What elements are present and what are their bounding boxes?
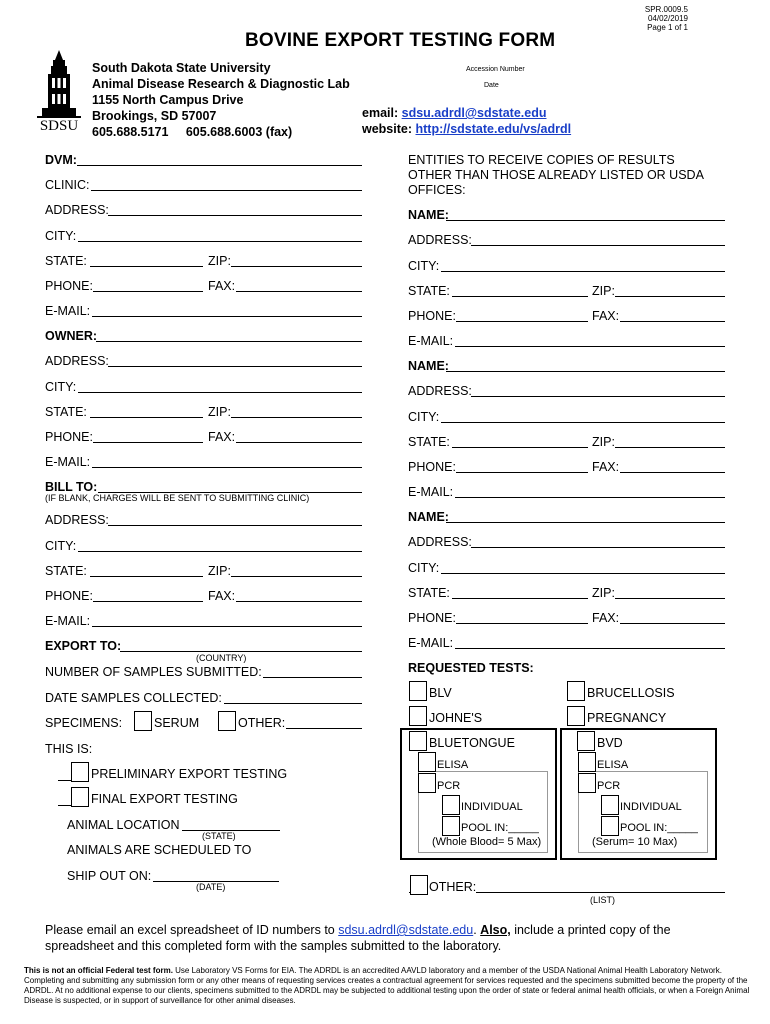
entity1-name-field[interactable] xyxy=(446,220,725,221)
bluetongue-pool-label: POOL IN:_____ xyxy=(461,822,539,834)
entities-heading xyxy=(408,153,704,198)
bluetongue-individual-label: INDIVIDUAL xyxy=(461,801,523,813)
entity3-name-field[interactable] xyxy=(446,522,725,523)
page-number: Page 1 of 1 xyxy=(647,23,688,32)
sdsu-logo xyxy=(34,48,84,136)
entity2-city-label: CITY: xyxy=(408,410,440,424)
entity2-address-field[interactable] xyxy=(471,396,725,397)
owner-email-field[interactable] xyxy=(92,467,362,468)
serum-label: SERUM xyxy=(154,716,200,730)
other-specimen-label: OTHER: xyxy=(238,716,286,730)
entity3-city-field[interactable] xyxy=(441,573,725,574)
num-samples-label: NUMBER OF SAMPLES SUBMITTED: xyxy=(45,665,262,679)
bluetongue-label: BLUETONGUE xyxy=(429,736,515,750)
list-caption: (LIST) xyxy=(590,895,616,905)
entity2-city-field[interactable] xyxy=(441,422,725,423)
bill-to-label: BILL TO: xyxy=(45,480,98,494)
owner-label: OWNER: xyxy=(45,329,98,343)
entity1-state-field[interactable] xyxy=(452,296,588,297)
owner-city-field[interactable] xyxy=(78,392,362,393)
website-link[interactable]: http://sdstate.edu/vs/adrdl xyxy=(415,122,572,136)
ship-out-label: SHIP OUT ON: xyxy=(67,869,152,883)
clinic-label: CLINIC: xyxy=(45,178,90,192)
other-specimen-checkbox[interactable] xyxy=(218,711,236,731)
entity3-phone-field[interactable] xyxy=(456,623,588,624)
preliminary-label: PRELIMINARY EXPORT TESTING xyxy=(91,767,288,781)
bill-to-note: (IF BLANK, CHARGES WILL BE SENT TO SUBMITTING CLINIC) xyxy=(45,493,310,503)
requested-tests-heading: REQUESTED TESTS: xyxy=(408,661,534,675)
owner-fax-label: FAX: xyxy=(208,430,236,444)
bill-email-field[interactable] xyxy=(92,626,362,627)
export-to-label: EXPORT TO: xyxy=(45,639,122,653)
entity1-city-field[interactable] xyxy=(441,271,725,272)
entity1-address-label: ADDRESS: xyxy=(408,233,472,247)
pregnancy-label: PREGNANCY xyxy=(587,711,667,725)
contact-info xyxy=(362,105,571,137)
entity1-phone-label: PHONE: xyxy=(408,309,456,323)
bill-phone-field[interactable] xyxy=(93,601,203,602)
date-caption: (DATE) xyxy=(196,882,226,892)
entity3-email-field[interactable] xyxy=(455,648,725,649)
bill-city-label: CITY: xyxy=(45,539,77,553)
org-street: 1155 North Campus Drive xyxy=(92,93,244,107)
other-test-checkbox[interactable] xyxy=(410,875,428,895)
entity2-zip-label: ZIP: xyxy=(592,435,615,449)
entity2-address-label: ADDRESS: xyxy=(408,384,472,398)
bvd-individual-label: INDIVIDUAL xyxy=(620,801,682,813)
clinic-field[interactable] xyxy=(91,190,362,191)
bill-state-label: STATE: xyxy=(45,564,87,578)
entity3-email-label: E-MAIL: xyxy=(408,636,454,650)
entity3-zip-label: ZIP: xyxy=(592,586,615,600)
bvd-label: BVD xyxy=(597,736,623,750)
entity3-city-label: CITY: xyxy=(408,561,440,575)
entity3-zip-field[interactable] xyxy=(615,598,725,599)
org-fax: 605.688.6003 (fax) xyxy=(185,125,293,139)
num-samples-field[interactable] xyxy=(263,677,362,678)
whole-blood-note: (Whole Blood= 5 Max) xyxy=(432,836,542,848)
clinic-zip-label: ZIP: xyxy=(208,254,231,268)
clinic-email-field[interactable] xyxy=(92,316,362,317)
bvd-elisa-label: ELISA xyxy=(597,759,629,771)
document-date: 04/02/2019 xyxy=(647,14,688,23)
brucellosis-checkbox[interactable] xyxy=(567,681,585,701)
footer-text: Use Laboratory VS Forms for EIA. The ADRDL is an accredited AAVLD laboratory and a member of the USDA National Animal Health Laboratory Network. Completing and submitting any submission form or any other means of requesting services creates a contractual agreement for services requested and the specimens submitted become the property of the ADRDL. At no additional expense to our clients, specimens submitted to the ADRDL may be subjected to additional testing upon the order of state or federal animal health officials, or when a Foreign Animal Disease is suspected, or in support of surveillance for other animal diseases. xyxy=(24,966,750,1005)
bill-fax-label: FAX: xyxy=(208,589,236,603)
entity2-name-field[interactable] xyxy=(446,371,725,372)
entity1-name-label: NAME: xyxy=(408,208,449,222)
entity2-fax-label: FAX: xyxy=(592,460,620,474)
entity3-fax-label: FAX: xyxy=(592,611,620,625)
entity1-address-field[interactable] xyxy=(471,245,725,246)
bill-state-field[interactable] xyxy=(90,576,203,577)
clinic-city-label: CITY: xyxy=(45,229,77,243)
bill-zip-label: ZIP: xyxy=(208,564,231,578)
entity1-zip-label: ZIP: xyxy=(592,284,615,298)
entity2-email-field[interactable] xyxy=(455,497,725,498)
clinic-phone-field[interactable] xyxy=(93,291,203,292)
bluetongue-pcr-checkbox[interactable] xyxy=(418,773,436,793)
clinic-zip-field[interactable] xyxy=(231,266,362,267)
entity1-state-label: STATE: xyxy=(408,284,450,298)
clinic-city-field[interactable] xyxy=(78,241,362,242)
clinic-fax-field[interactable] xyxy=(236,291,362,292)
accession-number-label: Accession Number xyxy=(466,66,525,73)
country-caption: (COUNTRY) xyxy=(196,653,247,663)
owner-address-label: ADDRESS: xyxy=(45,354,109,368)
bill-zip-field[interactable] xyxy=(231,576,362,577)
entity1-zip-field[interactable] xyxy=(615,296,725,297)
bluetongue-pool-checkbox[interactable] xyxy=(442,816,460,836)
document-id: SPR.0009.5 xyxy=(644,5,688,14)
bill-phone-label: PHONE: xyxy=(45,589,93,603)
owner-phone-label: PHONE: xyxy=(45,430,93,444)
entity2-phone-label: PHONE: xyxy=(408,460,456,474)
note-line-2: spreadsheet and this completed form with the samples submitted to the laboratory. xyxy=(45,939,502,953)
serum-checkbox[interactable] xyxy=(134,711,152,731)
footer-disclaimer xyxy=(24,966,750,1006)
entities-line-2: OTHER THAN THOSE ALREADY LISTED OR USDA xyxy=(408,168,704,182)
entity3-state-label: STATE: xyxy=(408,586,450,600)
org-name: South Dakota State University xyxy=(92,61,271,75)
entity3-state-field[interactable] xyxy=(452,598,588,599)
org-lab: Animal Disease Research & Diagnostic Lab xyxy=(92,77,350,91)
website-label: website: xyxy=(362,122,413,136)
final-checkbox[interactable] xyxy=(71,787,89,807)
email-label: email: xyxy=(362,106,399,120)
footer-bold: This is not an official Federal test form. xyxy=(24,966,173,975)
email-link[interactable]: sdsu.adrdl@sdstate.edu xyxy=(401,106,547,120)
this-is-label: THIS IS: xyxy=(45,742,93,756)
owner-city-label: CITY: xyxy=(45,380,77,394)
bvd-pcr-label: PCR xyxy=(597,780,621,792)
bvd-checkbox[interactable] xyxy=(577,731,595,751)
owner-zip-label: ZIP: xyxy=(208,405,231,419)
export-country-field[interactable] xyxy=(120,651,362,652)
pregnancy-checkbox[interactable] xyxy=(567,706,585,726)
preliminary-checkbox[interactable] xyxy=(71,762,89,782)
page-title: BOVINE EXPORT TESTING FORM xyxy=(245,30,556,51)
note-email-link[interactable]: sdsu.adrdl@sdstate.edu xyxy=(338,923,474,937)
bill-address-label: ADDRESS: xyxy=(45,513,109,527)
entity1-email-label: E-MAIL: xyxy=(408,334,454,348)
bluetongue-checkbox[interactable] xyxy=(409,731,427,751)
owner-state-field[interactable] xyxy=(90,417,203,418)
entity2-zip-field[interactable] xyxy=(615,447,725,448)
note-part-1: Please email an excel spreadsheet of ID numbers to xyxy=(45,923,339,937)
bvd-pcr-checkbox[interactable] xyxy=(578,773,596,793)
other-specimen-field[interactable] xyxy=(286,728,362,729)
date-collected-field[interactable] xyxy=(224,703,362,704)
johnes-label: JOHNE'S xyxy=(429,711,483,725)
bluetongue-elisa-label: ELISA xyxy=(437,759,469,771)
owner-address-field[interactable] xyxy=(108,366,362,367)
bill-email-label: E-MAIL: xyxy=(45,614,91,628)
entity2-phone-field[interactable] xyxy=(456,472,588,473)
spreadsheet-note xyxy=(45,922,725,954)
note-part-3: include a printed copy of the xyxy=(510,923,671,937)
clinic-email-label: E-MAIL: xyxy=(45,304,91,318)
preliminary-underline xyxy=(58,780,72,781)
entity1-fax-label: FAX: xyxy=(592,309,620,323)
owner-fax-field[interactable] xyxy=(236,442,362,443)
owner-zip-field[interactable] xyxy=(231,417,362,418)
final-underline xyxy=(58,805,72,806)
logo-text: SDSU xyxy=(39,118,79,134)
note-part-2: . xyxy=(473,923,481,937)
entity2-fax-field[interactable] xyxy=(620,472,725,473)
entity1-fax-field[interactable] xyxy=(620,321,725,322)
entity3-name-label: NAME: xyxy=(408,510,449,524)
bluetongue-elisa-checkbox[interactable] xyxy=(418,752,436,772)
entity3-address-field[interactable] xyxy=(471,547,725,548)
blv-label: BLV xyxy=(429,686,452,700)
bluetongue-pcr-label: PCR xyxy=(437,780,461,792)
specimens-label: SPECIMENS: xyxy=(45,716,123,730)
bill-address-field[interactable] xyxy=(108,525,362,526)
bill-city-field[interactable] xyxy=(78,551,362,552)
owner-email-label: E-MAIL: xyxy=(45,455,91,469)
bvd-individual-checkbox[interactable] xyxy=(601,795,619,815)
bvd-pool-checkbox[interactable] xyxy=(601,816,619,836)
note-also: Also, xyxy=(480,923,511,937)
entity3-phone-label: PHONE: xyxy=(408,611,456,625)
entity1-city-label: CITY: xyxy=(408,259,440,273)
document-meta xyxy=(645,5,688,32)
johnes-checkbox[interactable] xyxy=(409,706,427,726)
entity1-phone-field[interactable] xyxy=(456,321,588,322)
entities-line-3: OFFICES: xyxy=(408,183,466,197)
date-collected-label: DATE SAMPLES COLLECTED: xyxy=(45,691,222,705)
owner-field[interactable] xyxy=(96,341,362,342)
bill-fax-field[interactable] xyxy=(236,601,362,602)
clinic-address-label: ADDRESS: xyxy=(45,203,109,217)
bvd-pool-label: POOL IN:_____ xyxy=(620,822,698,834)
blv-checkbox[interactable] xyxy=(409,681,427,701)
clinic-phone-label: PHONE: xyxy=(45,279,93,293)
bvd-elisa-checkbox[interactable] xyxy=(578,752,596,772)
entity3-address-label: ADDRESS: xyxy=(408,535,472,549)
owner-state-label: STATE: xyxy=(45,405,87,419)
clinic-state-field[interactable] xyxy=(90,266,203,267)
clinic-fax-label: FAX: xyxy=(208,279,236,293)
animal-location-label: ANIMAL LOCATION xyxy=(67,818,180,832)
date-label: Date xyxy=(484,82,499,89)
brucellosis-label: BRUCELLOSIS xyxy=(587,686,675,700)
state-caption: (STATE) xyxy=(202,831,236,841)
organization-info xyxy=(92,60,350,140)
dvm-label: DVM: xyxy=(45,153,77,167)
org-city: Brookings, SD 57007 xyxy=(92,109,217,123)
owner-phone-field[interactable] xyxy=(93,442,203,443)
entity1-email-field[interactable] xyxy=(455,346,725,347)
entities-line-1: ENTITIES TO RECEIVE COPIES OF RESULTS xyxy=(408,153,675,167)
serum-max-note: (Serum= 10 Max) xyxy=(592,836,678,848)
clinic-address-field[interactable] xyxy=(108,215,362,216)
scheduled-label: ANIMALS ARE SCHEDULED TO xyxy=(67,843,252,857)
org-phones xyxy=(92,124,350,140)
other-test-field[interactable] xyxy=(476,892,725,893)
entity3-fax-field[interactable] xyxy=(620,623,725,624)
bluetongue-individual-checkbox[interactable] xyxy=(442,795,460,815)
entity2-name-label: NAME: xyxy=(408,359,449,373)
dvm-field[interactable] xyxy=(77,165,362,166)
entity2-state-field[interactable] xyxy=(452,447,588,448)
final-label: FINAL EXPORT TESTING xyxy=(91,792,238,806)
entity2-email-label: E-MAIL: xyxy=(408,485,454,499)
entity2-state-label: STATE: xyxy=(408,435,450,449)
org-phone: 605.688.5171 xyxy=(92,125,169,139)
clinic-state-label: STATE: xyxy=(45,254,87,268)
other-test-label: OTHER: xyxy=(429,880,477,894)
